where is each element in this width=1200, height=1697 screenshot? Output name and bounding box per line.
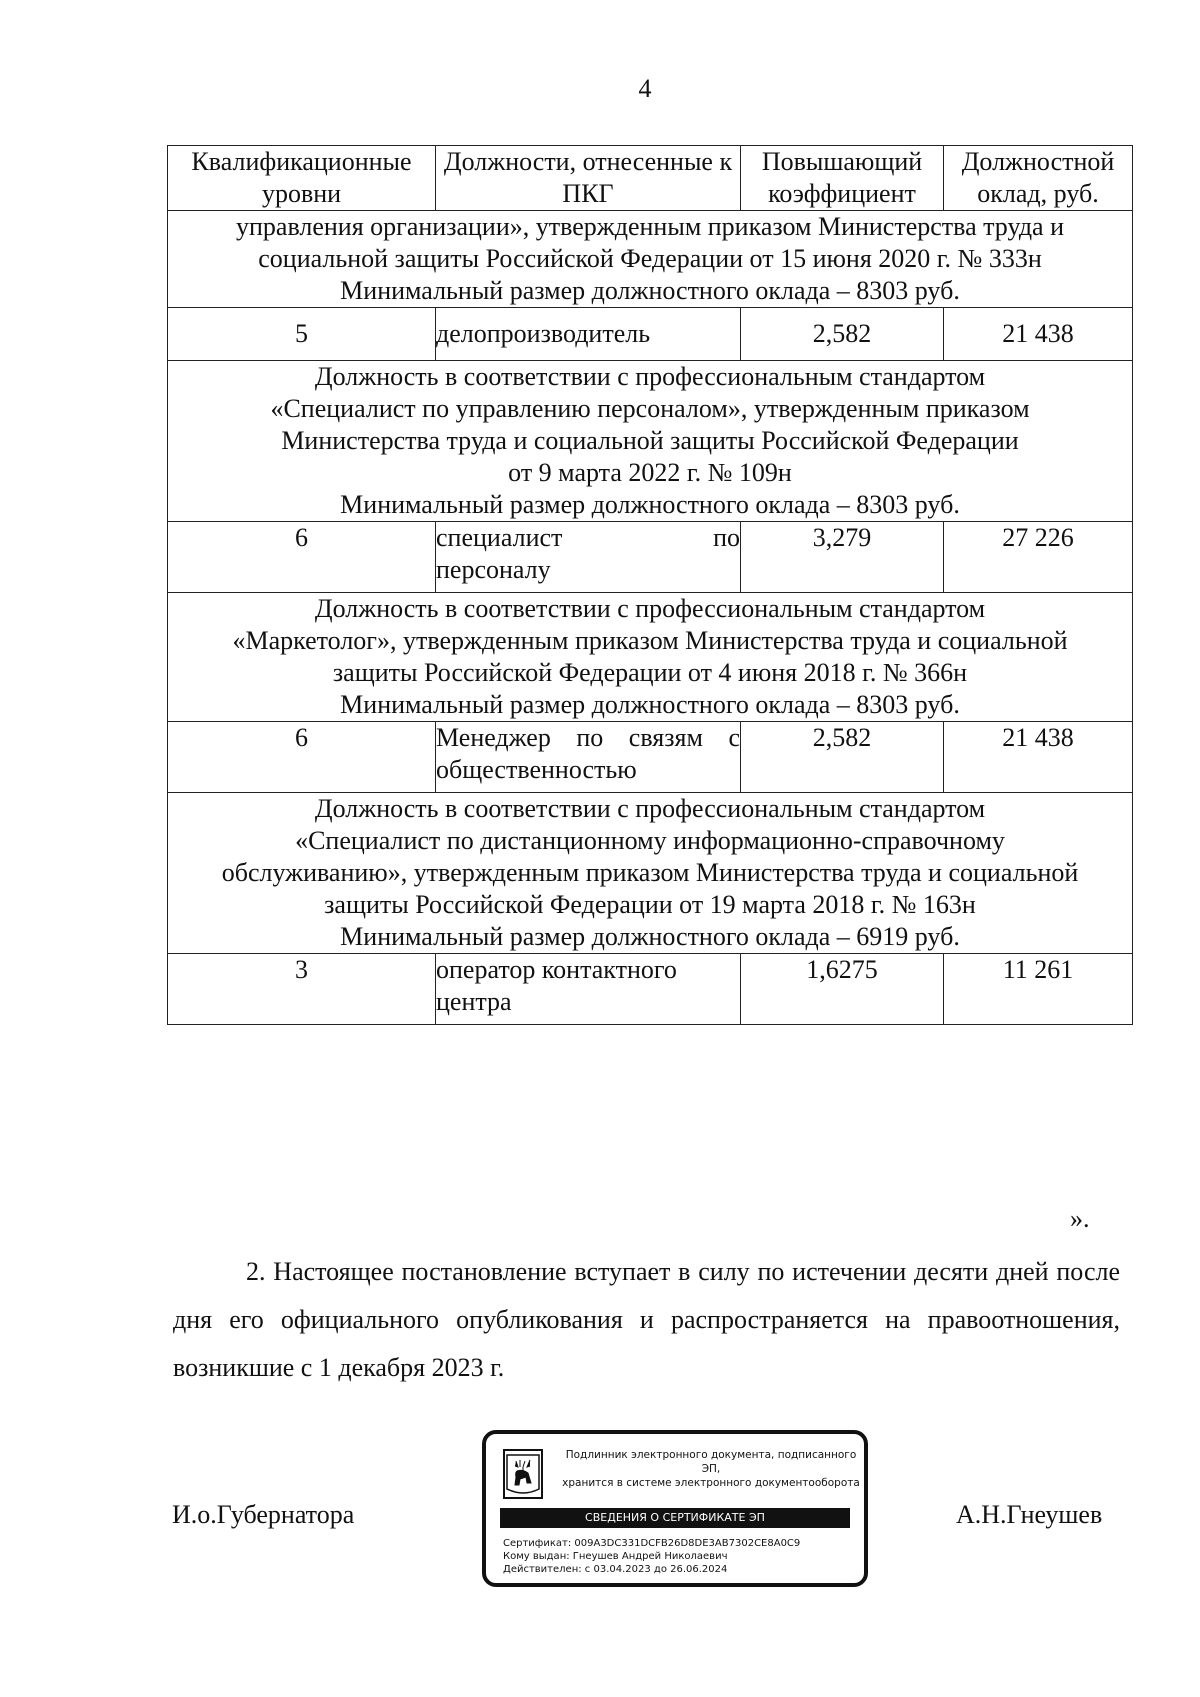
section-line: защиты Российской Федерации от 4 июня 2018 г. № 366н bbox=[332, 658, 968, 687]
section-line: Минимальный размер должностного оклада – 8303 руб. bbox=[340, 276, 960, 305]
position-name bbox=[436, 954, 741, 1025]
table-row bbox=[168, 308, 1133, 361]
position-line: общественностью bbox=[436, 755, 637, 784]
header-positions: Должности, отнесенные к ПКГ bbox=[436, 146, 741, 211]
section-line: Должность в соответствии с профессиональным стандартом bbox=[314, 362, 986, 391]
header-salary: Должностной оклад, руб. bbox=[944, 146, 1133, 211]
closing-quote: ». bbox=[1070, 1204, 1090, 1233]
position-line: центра bbox=[436, 987, 512, 1016]
salary-value: 11 261 bbox=[944, 954, 1133, 1025]
section-row bbox=[168, 593, 1133, 722]
table-row bbox=[168, 954, 1133, 1025]
stamp-line: Подлинник электронного документа, подписанного ЭП, bbox=[565, 1449, 857, 1475]
certificate-details bbox=[503, 1537, 800, 1576]
certificate-owner: Кому выдан: Гнеушев Андрей Николаевич bbox=[503, 1551, 728, 1562]
table-row bbox=[168, 722, 1133, 793]
section-text bbox=[168, 211, 1133, 308]
stamp-line: хранится в системе электронного документооборота bbox=[562, 1477, 860, 1489]
section-line: Должность в соответствии с профессиональным стандартом bbox=[314, 794, 986, 823]
page-number: 4 bbox=[638, 74, 652, 103]
qualification-level: 6 bbox=[168, 722, 436, 793]
section-text bbox=[168, 793, 1133, 954]
section-row bbox=[168, 361, 1133, 522]
qualification-level: 5 bbox=[168, 308, 436, 361]
qualification-level: 6 bbox=[168, 522, 436, 593]
section-row bbox=[168, 211, 1133, 308]
position-name bbox=[436, 722, 741, 793]
position-line: Менеджер по связям с bbox=[436, 723, 740, 752]
section-line: обслуживанию», утвержденным приказом Министерства труда и социальной bbox=[221, 858, 1079, 887]
effective-date-paragraph: 2. Настоящее постановление вступает в силу по истечении десяти дней после дня его официального опубликования и распространяется на правоотношения, возникшие с 1 декабря 2023 г. bbox=[173, 1257, 1120, 1382]
position-line: персоналу bbox=[436, 555, 551, 584]
qualification-level: 3 bbox=[168, 954, 436, 1025]
position-line: специалист по bbox=[436, 523, 740, 552]
section-line: от 9 марта 2022 г. № 109н bbox=[508, 458, 792, 487]
section-line: Минимальный размер должностного оклада – 8303 руб. bbox=[340, 490, 960, 519]
section-line: социальной защиты Российской Федерации от 15 июня 2020 г. № 333н bbox=[258, 244, 1042, 273]
certificate-validity: Действителен: с 03.04.2023 до 26.06.2024 bbox=[503, 1564, 728, 1575]
deer-emblem-icon bbox=[503, 1449, 543, 1499]
section-line: Министерства труда и социальной защиты Российской Федерации bbox=[281, 426, 1019, 455]
section-line: защиты Российской Федерации от 19 марта 2018 г. № 163н bbox=[324, 890, 976, 919]
section-text bbox=[168, 361, 1133, 522]
section-line: управления организации», утвержденным приказом Министерства труда и bbox=[235, 212, 1065, 241]
coefficient-value: 2,582 bbox=[741, 722, 944, 793]
table-row bbox=[168, 522, 1133, 593]
salary-value: 21 438 bbox=[944, 722, 1133, 793]
position-line: оператор контактного bbox=[436, 955, 677, 984]
certificate-number: Сертификат: 009A3DC331DCFB26D8DE3AB7302CE8A0C9 bbox=[503, 1538, 801, 1549]
signatory-title: И.о.Губернатора bbox=[172, 1500, 355, 1529]
coefficient-value: 3,279 bbox=[741, 522, 944, 593]
signatory-name: А.Н.Гнеушев bbox=[956, 1500, 1103, 1529]
section-line: «Специалист по управлению персоналом», утвержденным приказом bbox=[270, 394, 1030, 423]
position-name bbox=[436, 522, 741, 593]
position-name: делопроизводитель bbox=[436, 308, 741, 361]
section-line: «Специалист по дистанционному информационно-справочному bbox=[295, 826, 1005, 855]
section-text bbox=[168, 593, 1133, 722]
section-line: Должность в соответствии с профессиональным стандартом bbox=[314, 594, 986, 623]
section-line: Минимальный размер должностного оклада – 6919 руб. bbox=[340, 922, 960, 951]
electronic-signature-stamp bbox=[482, 1430, 868, 1587]
coefficient-value: 1,6275 bbox=[741, 954, 944, 1025]
stamp-header bbox=[561, 1448, 861, 1490]
certificate-info-bar: СВЕДЕНИЯ О СЕРТИФИКАТЕ ЭП bbox=[500, 1508, 850, 1528]
section-row bbox=[168, 793, 1133, 954]
table-header-row bbox=[168, 146, 1133, 211]
salary-value: 21 438 bbox=[944, 308, 1133, 361]
coefficient-value: 2,582 bbox=[741, 308, 944, 361]
salary-value: 27 226 bbox=[944, 522, 1133, 593]
section-line: «Маркетолог», утвержденным приказом Министерства труда и социальной bbox=[232, 626, 1068, 655]
header-qualification-levels: Квалификационные уровни bbox=[168, 146, 436, 211]
salary-table bbox=[167, 145, 1133, 1025]
header-coefficient: Повышающий коэффициент bbox=[741, 146, 944, 211]
section-line: Минимальный размер должностного оклада – 8303 руб. bbox=[340, 690, 960, 719]
